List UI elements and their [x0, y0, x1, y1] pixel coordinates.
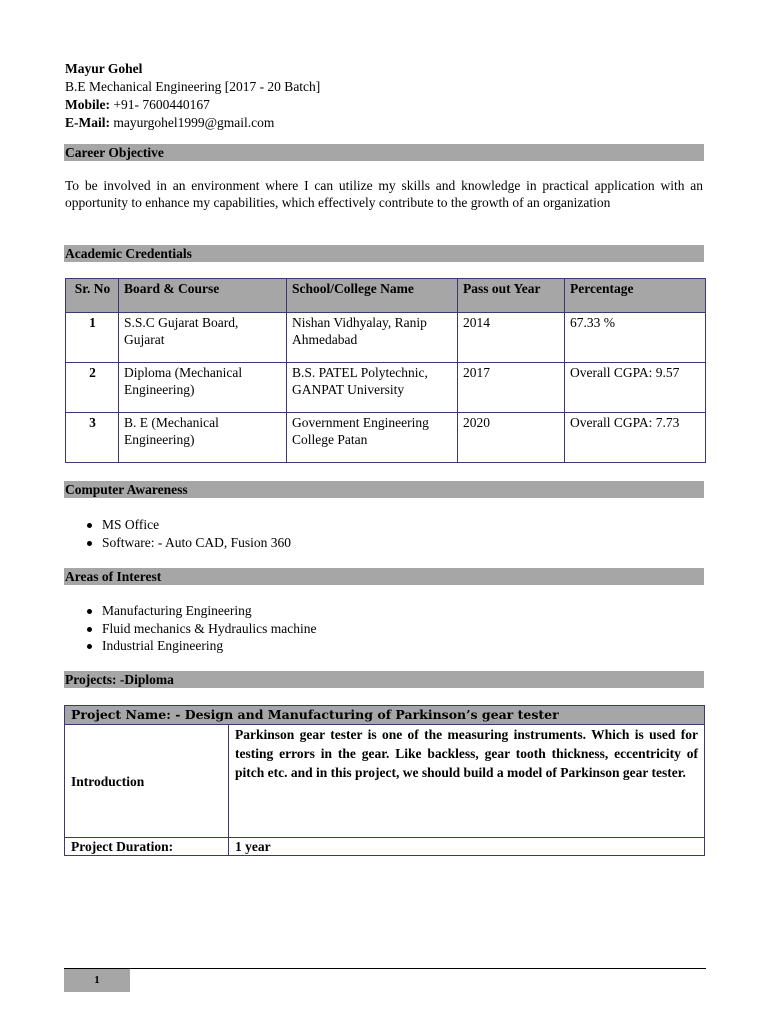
email-line [65, 114, 705, 132]
intro-text: Parkinson gear tester is one of the measuring instruments. Which is used for testing errors in the gear. Like backless, gear tooth thickness, eccentricity of pitch etc. and in this project, we should build a model of Parkinson gear tester. [229, 725, 705, 838]
bullet-icon [87, 609, 92, 614]
projects-heading: Projects: -Diploma [64, 671, 704, 688]
academic-credentials-heading: Academic Credentials [64, 245, 704, 262]
mobile-value: +91- 7600440167 [110, 97, 210, 112]
email-value[interactable]: mayurgohel1999@gmail.com [110, 115, 275, 130]
list-item [83, 620, 316, 638]
academic-table [65, 278, 706, 463]
year-cell: 2020 [458, 413, 565, 463]
year-cell: 2014 [458, 313, 565, 363]
percentage-cell: 67.33 % [565, 313, 706, 363]
areas-of-interest-heading: Areas of Interest [64, 568, 704, 585]
email-label: E-Mail: [65, 115, 110, 130]
list-item-text: Industrial Engineering [102, 638, 224, 653]
bullet-icon [87, 523, 92, 528]
career-objective-text: To be involved in an environment where I can utilize my skills and knowledge in practical application with an opportunity to enhance my capabilities, which effectively contribute to the growth of an organization [65, 178, 703, 210]
page-number: 1 [64, 969, 130, 992]
list-item-text: MS Office [102, 517, 160, 532]
percentage-cell: Overall CGPA: 9.57 [565, 363, 706, 413]
list-item [83, 637, 316, 655]
list-item [83, 516, 291, 534]
footer-divider [64, 968, 706, 969]
sr-cell: 1 [66, 313, 119, 363]
list-item-text: Manufacturing Engineering [102, 603, 252, 618]
candidate-degree: B.E Mechanical Engineering [2017 - 20 Batch] [65, 79, 321, 94]
board-cell: S.S.C Gujarat Board, Gujarat [119, 313, 287, 363]
board-cell: Diploma (Mechanical Engineering) [119, 363, 287, 413]
project-duration-row [65, 838, 705, 856]
school-cell: B.S. PATEL Polytechnic, GANPAT University [287, 363, 458, 413]
mobile-label: Mobile: [65, 97, 110, 112]
table-row [66, 413, 706, 463]
resume-header [65, 60, 705, 132]
project-table [64, 705, 705, 856]
percentage-cell: Overall CGPA: 7.73 [565, 413, 706, 463]
board-cell: B. E (Mechanical Engineering) [119, 413, 287, 463]
intro-label: Introduction [65, 725, 229, 838]
career-objective-heading: Career Objective [64, 144, 704, 161]
year-cell: 2017 [458, 363, 565, 413]
bullet-icon [87, 644, 92, 649]
candidate-name: Mayur Gohel [65, 61, 143, 76]
project-intro-row [65, 725, 705, 838]
list-item [83, 602, 316, 620]
project-name-row [65, 706, 705, 725]
school-cell: Nishan Vidhyalay, Ranip Ahmedabad [287, 313, 458, 363]
table-row [66, 313, 706, 363]
academic-table-header [66, 279, 706, 313]
duration-value: 1 year [229, 838, 705, 856]
column-header: Board & Course [119, 279, 287, 313]
column-header: Pass out Year [458, 279, 565, 313]
computer-awareness-list [83, 516, 291, 551]
project-name: Project Name: - Design and Manufacturing of Parkinson’s gear tester [65, 706, 705, 725]
column-header: Sr. No [66, 279, 119, 313]
duration-label: Project Duration: [65, 838, 229, 856]
list-item-text: Software: - Auto CAD, Fusion 360 [102, 534, 291, 550]
list-item-text: Fluid mechanics & Hydraulics machine [102, 620, 317, 636]
mobile-line [65, 96, 705, 114]
sr-cell: 2 [66, 363, 119, 413]
column-header: Percentage [565, 279, 706, 313]
bullet-icon [87, 541, 92, 546]
bullet-icon [87, 627, 92, 632]
table-row [66, 363, 706, 413]
school-cell: Government Engineering College Patan [287, 413, 458, 463]
areas-of-interest-list [83, 602, 316, 655]
column-header: School/College Name [287, 279, 458, 313]
sr-cell: 3 [66, 413, 119, 463]
computer-awareness-heading: Computer Awareness [64, 481, 704, 498]
list-item [83, 534, 291, 552]
